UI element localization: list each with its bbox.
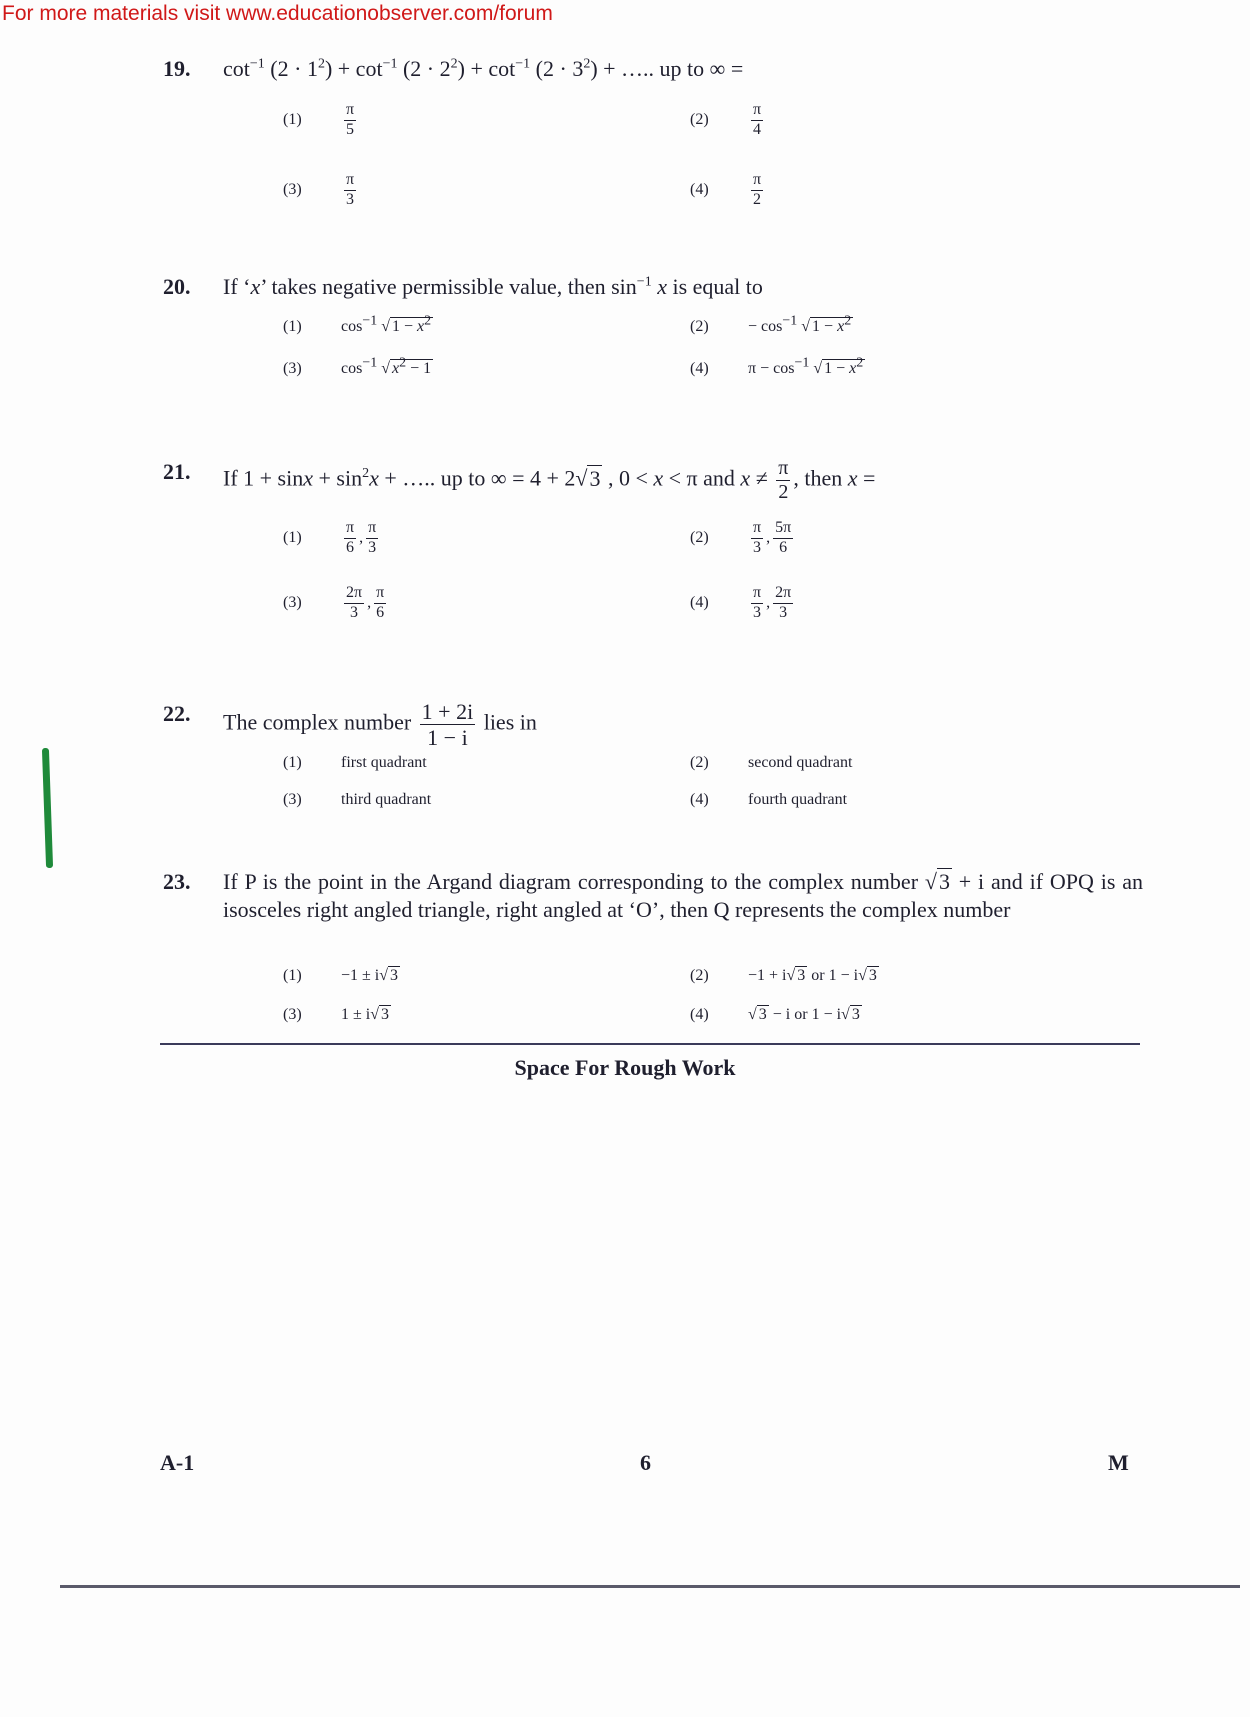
answer-text: − $\cos^{-1}$ √ $1 - x^2$	[748, 313, 852, 335]
option-19-4[interactable]: (4) $\frac{\pi}{2}$	[690, 171, 762, 208]
question-number: 23.	[163, 869, 191, 894]
question-number: 20.	[163, 274, 191, 299]
option-20-2[interactable]: $(2) - \cos^{-1}$ √ $1 - x^2$	[690, 313, 852, 335]
footer-series: M	[1108, 1450, 1129, 1475]
option-22-2[interactable]: (2) second quadrant	[690, 754, 853, 771]
source-link[interactable]: For more materials visit www.educationobserver.com/forum	[2, 2, 553, 25]
answer-fraction: $\frac{\pi}{5}$	[346, 101, 355, 138]
question-text: If $1 + \sin x + \sin^2x$ + ….. up to ∞ = 4 + 2√3 , 0 < x < π and x ≠ $\frac{\pi}{2}$ , then x =	[223, 457, 876, 503]
answer-text: −1 ± i√ 3	[341, 967, 399, 984]
option-19-2[interactable]: (2) $\frac{\pi}{4}$	[690, 101, 762, 138]
question-number: 21.	[163, 459, 191, 484]
option-23-1[interactable]: (1) −1 ± i√ 3	[283, 967, 399, 984]
question-number: 22.	[163, 701, 191, 726]
question-text: If P is the point in the Argand diagram corresponding to the complex number √3 + i and if OPQ is an isosceles right angled triangle, right angled at ‘O’, then Q represents the complex number	[223, 869, 1143, 922]
answer-fraction: $\frac{\pi}{2}$	[753, 171, 762, 208]
option-22-3[interactable]: (3) third quadrant	[283, 791, 432, 808]
answer-text: $\frac{\pi}{3}$ , $\frac{5\pi}{6}$	[753, 519, 792, 556]
rough-work-label: Space For Rough Work	[514, 1055, 736, 1080]
option-19-3[interactable]: (3) $\frac{\pi}{3}$	[283, 171, 355, 208]
option-20-1[interactable]: (1) $\cos^{-1}$ √ $1 - x^2$	[283, 313, 432, 335]
answer-text: $\frac{\pi}{3}$ , $\frac{2\pi}{3}$	[753, 584, 792, 621]
question-text: $\cot^{-1} (2 \cdot 1^2) + \cot^{-1} (2 \cdot 2^2) + \cot^{-1} (2 \cdot 3^2)$ + ….. up to ∞ =	[223, 56, 744, 81]
answer-text: √ 3 − i or 1 − i√ 3	[748, 1006, 860, 1023]
page-number: 6	[640, 1450, 651, 1475]
answer-text: first quadrant	[341, 754, 427, 771]
option-21-2[interactable]: (2) $\frac{\pi}{3}$ , $\frac{5\pi}{6}$	[690, 520, 796, 557]
answer-text: second quadrant	[748, 754, 853, 771]
option-21-1[interactable]: (1) $\frac{\pi}{6}$ , $\frac{\pi}{3}$	[283, 520, 381, 557]
answer-fraction: $\frac{\pi}{3}$	[346, 171, 355, 208]
option-21-4[interactable]: (4) $\frac{\pi}{3}$ , $\frac{2\pi}{3}$	[690, 585, 796, 622]
answer-text: −1 + i√ 3 or 1 − i√ 3	[748, 967, 877, 984]
option-20-4[interactable]: (4) $\pi - \cos^{-1}$ √ $1 - x^2$	[690, 355, 864, 377]
option-22-1[interactable]: (1) first quadrant	[283, 754, 427, 771]
footer-code: A-1	[160, 1450, 195, 1475]
section-divider	[160, 1043, 1140, 1045]
option-23-4[interactable]: (4) √ 3 − i or 1 − i√ 3	[690, 1006, 860, 1023]
answer-text: $\frac{2\pi}{3}$ , $\frac{\pi}{6}$	[346, 584, 385, 621]
answer-text: $\pi - \cos^{-1}$ √ $1 - x^2$	[748, 355, 864, 377]
answer-text: $\frac{\pi}{6}$ , $\frac{\pi}{3}$	[346, 519, 377, 556]
answer-text: 1 ± i√ 3	[341, 1006, 390, 1023]
green-marker-stroke	[42, 748, 53, 868]
option-20-3[interactable]: (3) $\cos^{-1}$ √ $x^2 - 1$	[283, 355, 432, 377]
option-22-4[interactable]: (4) fourth quadrant	[690, 791, 848, 808]
option-23-2[interactable]: (2) −1 + i√ 3 or 1 − i√ 3	[690, 967, 877, 984]
question-text: If ‘x’ takes negative permissible value, then $\sin^{-1} x$ is equal to	[223, 274, 763, 299]
answer-text: third quadrant	[341, 791, 432, 808]
page-bottom-line	[60, 1585, 1240, 1588]
answer-fraction: $\frac{\pi}{4}$	[753, 101, 762, 138]
option-23-3[interactable]: (3) 1 ± i√ 3	[283, 1006, 390, 1023]
question-text: The complex number $\frac{1 + 2i}{1 - i}$ lies in	[223, 699, 537, 751]
answer-text: $\cos^{-1}$ √ $1 - x^2$	[341, 313, 432, 335]
answer-text: $\cos^{-1}$ √ $x^2 - 1$	[341, 355, 432, 377]
option-21-3[interactable]: (3) $\frac{2\pi}{3}$ , $\frac{\pi}{6}$	[283, 585, 389, 622]
option-19-1[interactable]: (1) $\frac{\pi}{5}$	[283, 101, 355, 138]
answer-text: fourth quadrant	[748, 791, 848, 808]
question-number: 19.	[163, 56, 191, 81]
